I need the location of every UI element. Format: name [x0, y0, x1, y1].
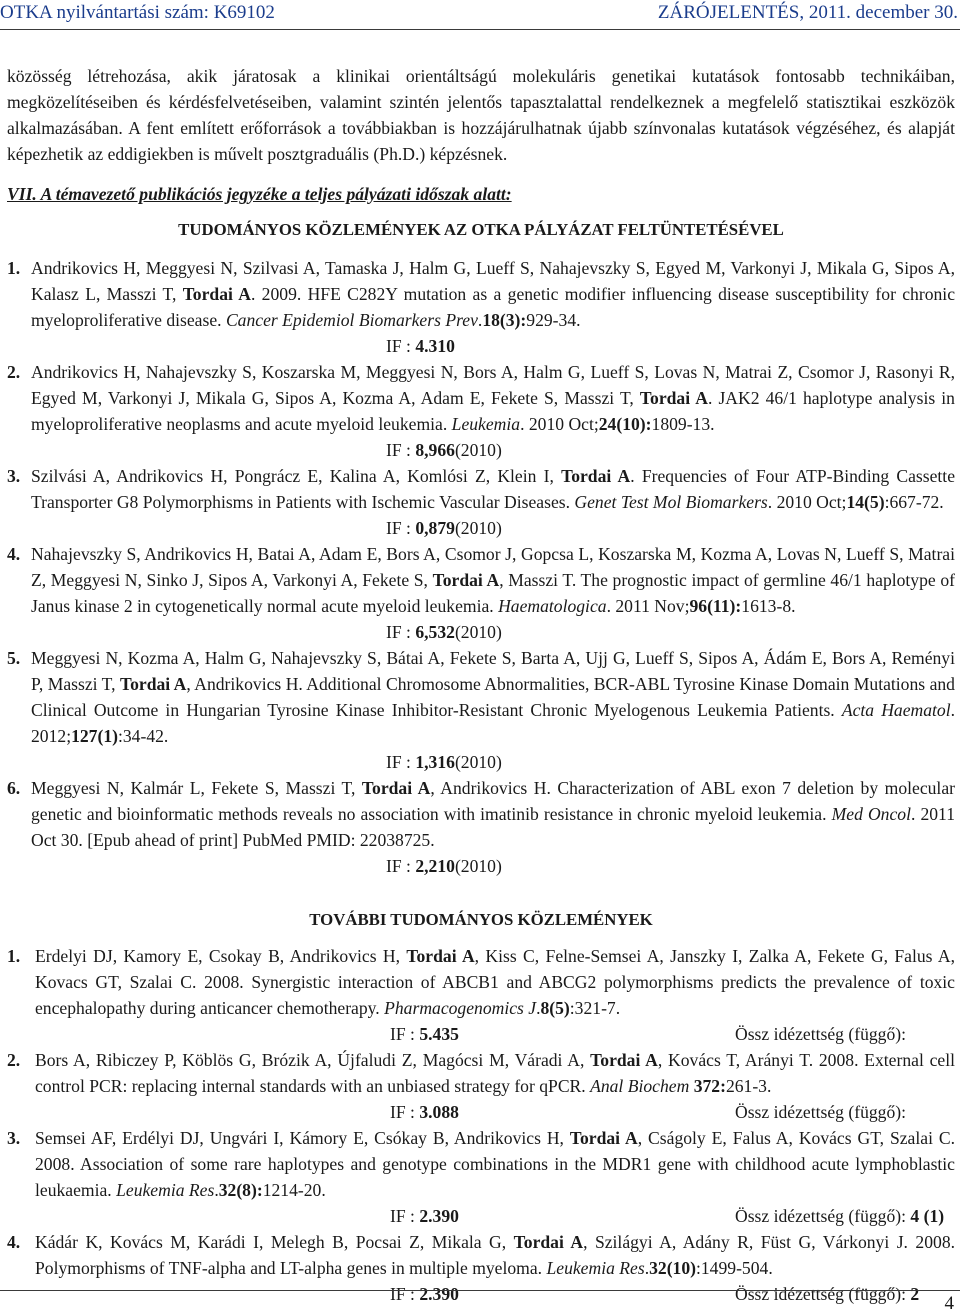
impact-factor	[390, 1203, 459, 1229]
publication-text	[31, 255, 955, 359]
impact-factor-label: IF :	[390, 1102, 415, 1122]
publication-item	[7, 1229, 955, 1307]
impact-factor	[386, 333, 955, 359]
impact-factor-label: IF :	[390, 1206, 415, 1226]
publication-item	[7, 1047, 955, 1125]
publication-title: , Andrikovics H. Additional Chromosome Abnormalities, BCR-ABL Tyrosine Kinase Domain Mutations and Clinical Outcome in Hungarian Tyrosine Kinase Inhibitor-Resistant Chronic Myelogenous Leukemia Patients.	[31, 674, 955, 720]
journal-name: Haematologica	[498, 596, 607, 616]
publication-authors: Meggyesi N, Kalmár L, Fekete S, Masszi T,	[31, 778, 356, 798]
publication-text	[35, 943, 955, 1047]
publication-number: 4.	[7, 544, 21, 564]
applicant-author: Tordai A	[561, 466, 631, 486]
publication-item	[7, 463, 955, 541]
publication-title: , Cságoly E, Falus A, Kovács GT, Szalai C. 2008. Association of some rare haplotypes and genotype combinations in the MDR1 gene with childhood acute lymphoblastic leukaemia.	[35, 1128, 956, 1200]
publication-item	[7, 775, 955, 879]
publication-authors: Nahajevszky S, Andrikovics H, Batai A, Adam E, Bors A, Csomor J, Gopcsa L, Koszarska M, Kozma A, Lovas N, Lueff S, Matrai Z, Meggyesi N, Sinko J, Sipos A, Varkonyi A, Fekete S,	[31, 544, 955, 590]
impact-factor	[390, 1021, 459, 1047]
section-title: VII. A témavezető publikációs jegyzéke a teljes pályázati időszak alatt:	[7, 184, 512, 204]
impact-factor-value: 6,532	[415, 622, 455, 642]
publication-date: .	[477, 310, 483, 330]
footer-rule	[0, 1290, 960, 1291]
group1-list	[7, 255, 955, 879]
publication-authors: Andrikovics H, Nahajevszky S, Koszarska M, Meggyesi N, Bors A, Halm G, Lueff S, Lovas N, Matrai Z, Csomor J, Rasonyi R, Egyed M, Varkonyi J, Mikala G, Sipos A, Kozma A, Adam E, Fekete S, Masszi T,	[31, 362, 955, 408]
citation-value: 4 (1)	[910, 1206, 945, 1226]
publication-authors: Erdelyi DJ, Kamory E, Csokay B, Andrikovics H,	[35, 946, 401, 966]
publication-text	[31, 541, 955, 645]
publication-title: . JAK2 46/1 haplotype analysis in myeloproliferative neoplasms and acute myeloid leukemia.	[31, 388, 955, 434]
volume-issue: 372:	[693, 1076, 726, 1096]
pages: :321-7.	[569, 998, 621, 1018]
volume-issue: 18(3):	[482, 310, 527, 330]
publication-authors: Andrikovics H, Meggyesi N, Szilvasi A, Tamaska J, Halm G, Lueff S, Nahajevszky S, Egyed M, Varkonyi J, Mikala G, Sipos A, Kalasz L, Masszi T,	[31, 258, 955, 304]
citation-label: Össz idézettség (függő):	[735, 1206, 906, 1226]
journal-name: Med Oncol	[831, 804, 911, 824]
impact-factor-year: (2010)	[454, 622, 502, 642]
impact-factor-value: 3.088	[419, 1102, 459, 1122]
publication-text	[31, 775, 955, 879]
impact-factor	[386, 853, 955, 879]
publication-text	[35, 1229, 955, 1307]
publication-authors: Meggyesi N, Kozma A, Halm G, Nahajevszky S, Bátai A, Fekete S, Barta A, Ujj G, Lueff S, Sipos A, Ádám E, Bors A, Reményi P, Masszi T,	[31, 648, 955, 694]
publication-number: 5.	[7, 648, 21, 668]
publication-title: , Masszi T. The prognostic impact of germline 46/1 haplotype of Janus kinase 2 in cytogenetically normal acute myeloid leukemia.	[31, 570, 956, 616]
publication-authors: Semsei AF, Erdélyi DJ, Ungvári I, Kámory E, Csókay B, Andrikovics H,	[35, 1128, 564, 1148]
publication-text	[31, 645, 955, 775]
publication-item	[7, 1125, 955, 1229]
volume-issue: 96(11):	[689, 596, 742, 616]
publication-date: . 2011 Nov;	[606, 596, 690, 616]
publication-item	[7, 645, 955, 775]
intro-paragraph: közösség létrehozása, akik járatosak a klinikai orientáltságú molekuláris genetikai kutatások fontosabb technikáiban, megközelítéseiben és kérdésfelvetéseiben, valamint szintén jelentős tapasztalattal rendelkeznek a megfelelő statisztikai eszközök alkalmazásában. A fent említett erőforrások a továbbiakban is hozzájárulhatnak újabb színvonalas kutatások végzéséhez, és alapját képezhetik az eddigiekben is művelt posztgraduális (Ph.D.) képzésnek.	[7, 66, 955, 164]
publication-text	[35, 1125, 955, 1229]
impact-citation-line	[35, 1021, 955, 1047]
impact-factor-value: 2.390	[419, 1206, 459, 1226]
page-number: 4	[944, 1293, 954, 1314]
publication-text	[35, 1047, 955, 1125]
pages: 261-3.	[725, 1076, 772, 1096]
applicant-author: Tordai A	[639, 388, 708, 408]
pages: 1613-8.	[741, 596, 796, 616]
impact-factor	[386, 619, 955, 645]
applicant-author: Tordai A	[182, 284, 251, 304]
impact-factor-label: IF :	[390, 1024, 415, 1044]
publication-number: 2.	[7, 362, 21, 382]
journal-name: Leukemia	[451, 414, 521, 434]
page-header	[0, 0, 960, 30]
publication-item	[7, 255, 955, 359]
volume-issue: 8(5)	[540, 998, 570, 1018]
impact-factor-year: (2010)	[454, 518, 502, 538]
journal-name: Leukemia Res	[116, 1180, 215, 1200]
impact-factor-label: IF :	[386, 856, 411, 876]
header-rule	[0, 29, 960, 30]
citation-label: Össz idézettség (függő):	[735, 1024, 906, 1044]
applicant-author: Tordai A	[361, 778, 431, 798]
impact-factor-label: IF :	[390, 1284, 415, 1304]
publication-number: 1.	[7, 946, 21, 966]
impact-factor-value: 8,966	[415, 440, 455, 460]
volume-issue: 127(1)	[71, 726, 118, 746]
applicant-author: Tordai A	[590, 1050, 658, 1070]
publication-title: . Frequencies of Four ATP-Binding Cassette Transporter G8 Polymorphisms in Patients with Ischemic Vascular Diseases.	[31, 466, 956, 512]
group2-list	[7, 943, 955, 1307]
publication-date: . 2012;	[31, 700, 955, 746]
impact-factor-year: (2010)	[454, 856, 502, 876]
publication-title: , Kiss C, Felne-Semsei A, Janszky I, Zalka A, Fekete G, Falus A, Kovacs GT, Szalai C. 2008. Synergistic interaction of ABCB1 and ABCG2 polymorphisms predicts the prevalence of toxic encephalopathy during anticancer chemotherapy.	[35, 946, 956, 1018]
citation-label: Össz idézettség (függő):	[735, 1102, 906, 1122]
publication-date: . 2010 Oct;	[767, 492, 847, 512]
impact-factor-value: 4.310	[415, 336, 455, 356]
journal-name: Cancer Epidemiol Biomarkers Prev	[225, 310, 478, 330]
impact-factor	[386, 437, 955, 463]
citation-count	[735, 1021, 906, 1047]
pages: :1499-504.	[696, 1258, 773, 1278]
impact-factor	[390, 1099, 459, 1125]
publication-date: . 2010 Oct;	[520, 414, 599, 434]
publication-number: 2.	[7, 1050, 21, 1070]
impact-factor-value: 1,316	[415, 752, 455, 772]
publication-number: 3.	[7, 1128, 21, 1148]
applicant-author: Tordai A	[432, 570, 500, 590]
publication-text	[31, 359, 955, 463]
impact-factor-value: 2.390	[419, 1284, 459, 1304]
publication-authors: Szilvási A, Andrikovics H, Pongrácz E, Kalina A, Komlósi Z, Klein I,	[31, 466, 554, 486]
journal-name: Leukemia Res	[546, 1258, 645, 1278]
publication-title: , Szilágyi A, Adány R, Füst G, Várkonyi J. 2008. Polymorphisms of TNF-alpha and LT-alpha genes in multiple myeloma.	[35, 1232, 956, 1278]
impact-factor-label: IF :	[386, 336, 411, 356]
group1-title: TUDOMÁNYOS KÖZLEMÉNYEK AZ OTKA PÁLYÁZAT FELTÜNTETÉSÉVEL	[178, 220, 784, 239]
impact-factor-value: 0,879	[415, 518, 455, 538]
impact-factor-label: IF :	[386, 752, 411, 772]
applicant-author: Tordai A	[569, 1128, 638, 1148]
publication-date: .	[536, 998, 541, 1018]
volume-issue: 32(8):	[218, 1180, 263, 1200]
applicant-author: Tordai A	[119, 674, 187, 694]
volume-issue: 32(10)	[649, 1258, 696, 1278]
pages: :34-42.	[117, 726, 169, 746]
publication-number: 1.	[7, 258, 21, 278]
citation-value: 2	[910, 1284, 920, 1304]
citation-label: Össz idézettség (függő):	[735, 1284, 906, 1304]
publication-number: 4.	[7, 1232, 21, 1252]
journal-name: Acta Haematol	[841, 700, 951, 720]
publication-item	[7, 943, 955, 1047]
impact-citation-line	[35, 1099, 955, 1125]
publication-date: .	[644, 1258, 650, 1278]
volume-issue: 14(5)	[846, 492, 885, 512]
pages: :667-72.	[884, 492, 944, 512]
publication-item	[7, 541, 955, 645]
citation-count	[735, 1099, 906, 1125]
publication-number: 3.	[7, 466, 21, 486]
grant-number: OTKA nyilvántartási szám: K69102	[0, 2, 275, 23]
impact-factor-year: (2010)	[454, 440, 502, 460]
pages: 929-34.	[526, 310, 581, 330]
impact-factor-value: 2,210	[415, 856, 455, 876]
impact-citation-line	[35, 1281, 955, 1307]
pages: 1214-20.	[262, 1180, 326, 1200]
document-body	[7, 63, 955, 1307]
applicant-author: Tordai A	[513, 1232, 584, 1252]
impact-factor-label: IF :	[386, 622, 411, 642]
publication-authors: Kádár K, Kovács M, Karádi I, Melegh B, Pocsai Z, Mikala G,	[35, 1232, 507, 1252]
publication-date: .	[214, 1180, 219, 1200]
publication-number: 6.	[7, 778, 21, 798]
publication-authors: Bors A, Ribiczey P, Köblös G, Brózik A, Újfaludi Z, Magócsi M, Váradi A,	[35, 1050, 585, 1070]
publication-item	[7, 359, 955, 463]
volume-issue: 24(10):	[598, 414, 652, 434]
impact-factor	[390, 1281, 459, 1307]
impact-factor	[386, 749, 955, 775]
citation-count	[735, 1203, 944, 1229]
impact-factor-label: IF :	[386, 518, 411, 538]
impact-factor-label: IF :	[386, 440, 411, 460]
applicant-author: Tordai A	[406, 946, 475, 966]
publication-title: , Kovács T, Arányi T. 2008. External cell control PCR: replacing internal standards with an unbiased strategy for qPCR.	[35, 1050, 956, 1096]
pages: 1809-13.	[651, 414, 715, 434]
publication-title: . 2009. HFE C282Y mutation as a genetic modifier influencing disease susceptibility for chronic myeloproliferative disease.	[31, 284, 956, 330]
journal-name: Genet Test Mol Biomarkers	[574, 492, 768, 512]
journal-name: Anal Biochem	[590, 1076, 690, 1096]
impact-citation-line	[35, 1203, 955, 1229]
impact-factor	[386, 515, 955, 541]
report-date: ZÁRÓJELENTÉS, 2011. december 30.	[657, 2, 958, 23]
publication-date: . 2011 Oct 30. [Epub ahead of print] PubMed PMID: 22038725.	[31, 804, 955, 850]
impact-factor-value: 5.435	[419, 1024, 459, 1044]
citation-count	[735, 1281, 919, 1307]
journal-name: Pharmacogenomics J	[384, 998, 537, 1018]
publication-title: , Andrikovics H. Characterization of ABL exon 7 deletion by molecular genetic and bioinformatic methods reveals no association with imatinib resistance in chronic myeloid leukemia.	[31, 778, 955, 824]
publication-text	[31, 463, 955, 541]
impact-factor-year: (2010)	[454, 752, 502, 772]
group2-title: TOVÁBBI TUDOMÁNYOS KÖZLEMÉNYEK	[309, 910, 653, 929]
